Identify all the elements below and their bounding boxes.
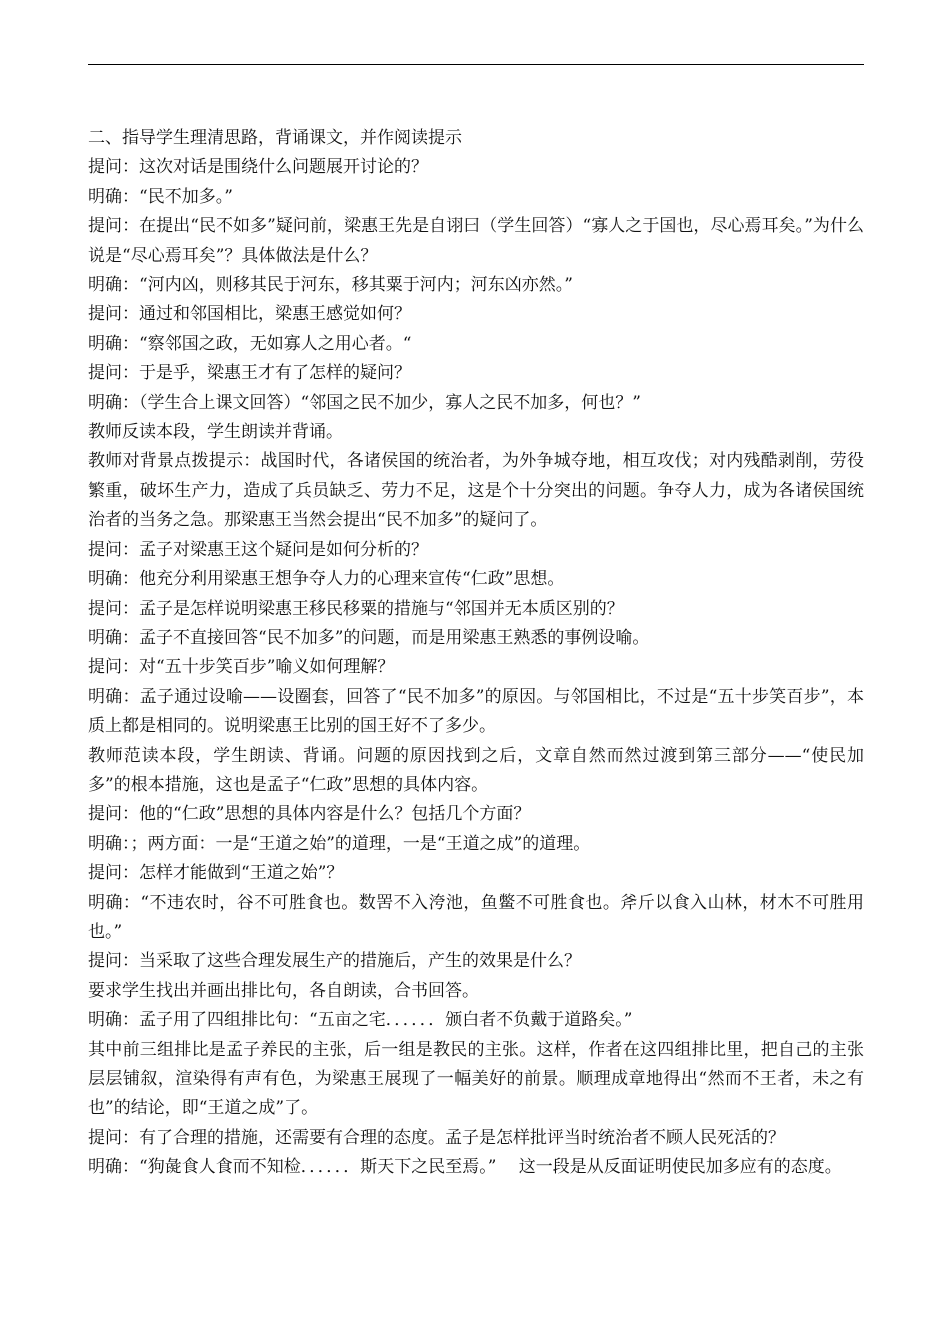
question-paragraph: 提问：他的“仁政”思想的具体内容是什么？包括几个方面？ xyxy=(88,804,531,825)
question-paragraph: 提问：当采取了这些合理发展生产的措施后，产生的效果是什么？ xyxy=(88,951,581,972)
answer-paragraph: 明确：孟子通过设喻——设圈套，回答了“民不加多”的原因。与邻国相比，不过是“五十步笑百步”，本质上都是相同的。说明梁惠王比别的国王好不了多少。 xyxy=(88,686,864,737)
question-paragraph: 提问：孟子对梁惠王这个疑问是如何分析的？ xyxy=(88,539,428,560)
answer-paragraph: 明确：“河内凶，则移其民于河东，移其粟于河内；河东凶亦然。” xyxy=(88,275,573,296)
instruction-paragraph: 要求学生找出并画出排比句，各自朗读，合书回答。 xyxy=(88,980,479,1001)
question-paragraph: 提问：于是乎，梁惠王才有了怎样的疑问？ xyxy=(88,363,411,384)
teacher-note-paragraph: 教师反读本段，学生朗读并背诵。 xyxy=(88,422,343,443)
question-paragraph: 提问：这次对话是围绕什么问题展开讨论的？ xyxy=(88,157,428,178)
question-paragraph: 提问：孟子是怎样说明梁惠王移民移粟的措施与“邻国并无本质区别的？ xyxy=(88,598,624,619)
answer-paragraph: 明确：“狗彘食人食而不知检．．．．．．斯天下之民至焉。” 这一段是从反面证明使民加多应有的态度。 xyxy=(88,1157,842,1178)
document-body xyxy=(88,124,864,1183)
answer-paragraph: 明确：“不违农时，谷不可胜食也。数罟不入洿池，鱼鳖不可胜食也。斧斤以食入山林，材木不可胜用也。” xyxy=(88,892,864,942)
question-paragraph: 提问：有了合理的措施，还需要有合理的态度。孟子是怎样批评当时统治者不顾人民死活的？ xyxy=(88,1127,785,1148)
answer-paragraph: 明确：“民不加多。” xyxy=(88,186,233,207)
question-paragraph: 提问：通过和邻国相比，梁惠王感觉如何？ xyxy=(88,304,411,325)
answer-paragraph: 明确：他充分利用梁惠王想争夺人力的心理来宣传“仁政”思想。 xyxy=(88,569,565,590)
answer-paragraph: 明确：孟子用了四组排比句：“五亩之宅．．．．．．颁白者不负戴于道路矣。” xyxy=(88,1010,633,1031)
question-paragraph: 提问：对“五十步笑百步”喻义如何理解？ xyxy=(88,657,395,678)
analysis-paragraph: 其中前三组排比是孟子养民的主张，后一组是教民的主张。这样，作者在这四组排比里，把自己的主张层层铺叙，渲染得有声有色，为梁惠王展现了一幅美好的前景。顺理成章地得出“然而不王者，未之有也”的结论，即“王道之成”了。 xyxy=(88,1039,864,1119)
question-paragraph: 提问：在提出“民不如多”疑问前，梁惠王先是自诩曰（学生回答）“寡人之于国也，尽心焉耳矣。”为什么说是“尽心焉耳矣”？具体做法是什么？ xyxy=(88,216,864,266)
header-rule xyxy=(88,64,864,65)
section-heading: 二、指导学生理清思路，背诵课文，并作阅读提示 xyxy=(88,128,462,148)
answer-paragraph: 明确：孟子不直接回答“民不加多”的问题，而是用梁惠王熟悉的事例设喻。 xyxy=(88,627,650,648)
teacher-note-paragraph: 教师对背景点拨提示：战国时代，各诸侯国的统治者，为外争城夺地，相互攻伐；对内残酷剥削，劳役繁重，破坏生产力，造成了兵员缺乏、劳力不足，这是个十分突出的问题。争夺人力，成为各诸侯国统治者的当务之急。那梁惠王当然会提出“民不加多”的疑问了。 xyxy=(88,451,864,531)
answer-paragraph: 明确：“察邻国之政，无如寡人之用心者。“ xyxy=(88,333,412,354)
answer-paragraph: 明确：（学生合上课文回答）“邻国之民不加少，寡人之民不加多，何也？” xyxy=(88,392,641,413)
question-paragraph: 提问：怎样才能做到“王道之始”？ xyxy=(88,863,344,884)
answer-paragraph: 明确：；两方面：一是“王道之始”的道理，一是“王道之成”的道理。 xyxy=(88,833,591,854)
teacher-note-paragraph: 教师范读本段，学生朗读、背诵。问题的原因找到之后，文章自然而然过渡到第三部分——“使民加多”的根本措施，这也是孟子“仁政”思想的具体内容。 xyxy=(88,745,864,795)
